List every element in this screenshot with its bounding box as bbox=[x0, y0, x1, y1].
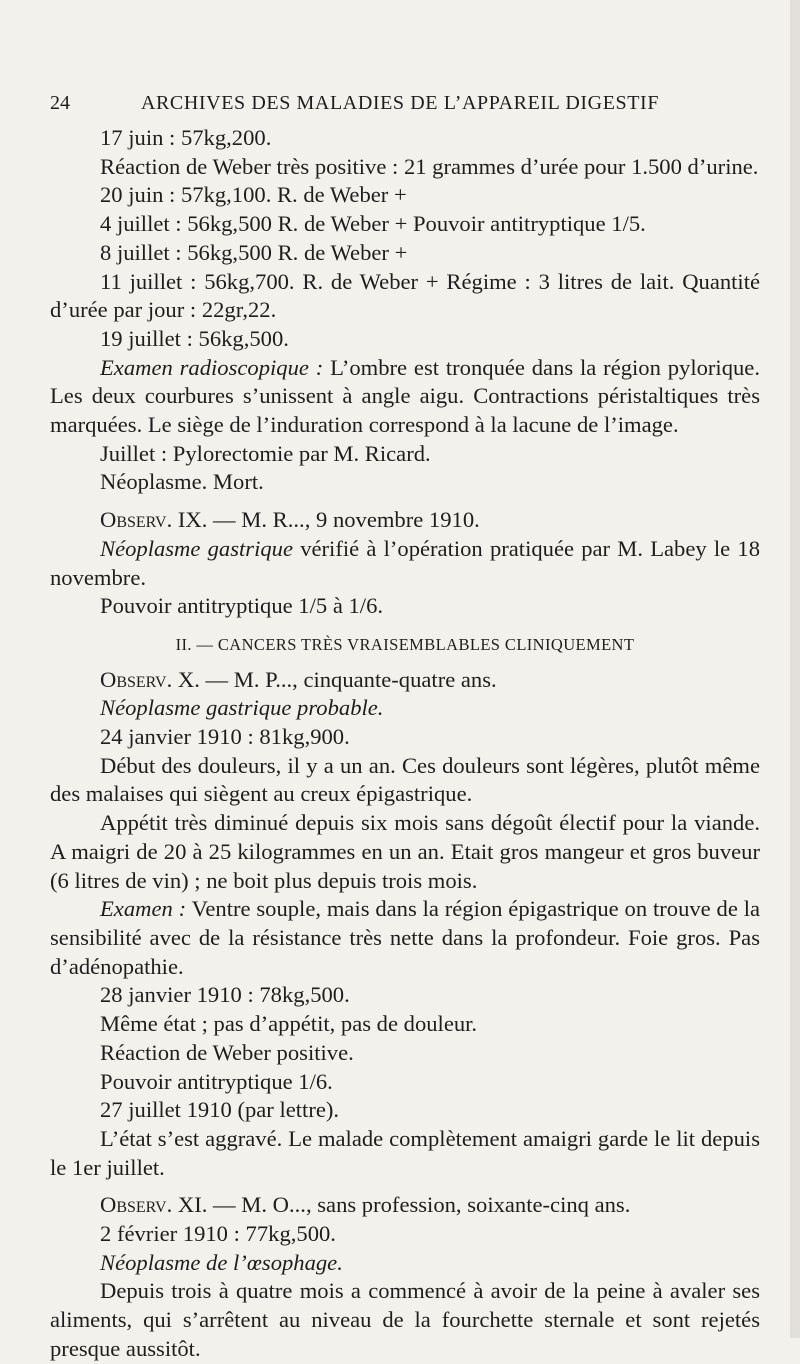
radioscopy-paragraph: Examen radioscopique : L’ombre est tronquée dans la région pylorique. Les deux courbures s’unissent à angle aigu. Contractions péristaltiques très marquées. Le siège de l’induration correspond à la lacune de l’image. bbox=[50, 354, 760, 438]
entry-24-janvier: 24 janvier 1910 : 81kg,900. bbox=[100, 724, 350, 750]
appetite-paragraph: Appétit très diminué depuis six mois sans dégoût électif pour la viande. A maigri de 20 à 25 kilogrammes en un an. Etait gros mangeur et gros buveur (6 litres de vin) ; ne boit plus depuis trois mois. bbox=[50, 810, 760, 893]
weber-reaction-paragraph: Réaction de Weber très positive : 21 grammes d’urée pour 1.500 d’urine. bbox=[100, 153, 759, 179]
page-body bbox=[50, 124, 760, 1364]
observ-x-heading: Observ. X. — M. P..., cinquante-quatre ans. bbox=[100, 666, 497, 692]
outcome-line: Néoplasme. Mort. bbox=[100, 469, 264, 495]
pylorectomy-line: Juillet : Pylorectomie par M. Ricard. bbox=[100, 440, 431, 466]
radioscopy-label: Examen radioscopique : bbox=[100, 354, 324, 380]
worsening-paragraph: L’état s’est aggravé. Le malade complètement amaigri garde le lit depuis le 1er juillet. bbox=[50, 1125, 760, 1180]
running-title: ARCHIVES DES MALADIES DE L’APPAREIL DIGESTIF bbox=[140, 92, 660, 114]
state-line: Même état ; pas d’appétit, pas de douleur. bbox=[100, 1011, 478, 1037]
observ-xi-heading: Observ. XI. — M. O..., sans profession, soixante-cinq ans. bbox=[100, 1192, 631, 1218]
observ-ix-diagnosis: Néoplasme gastrique vérifié à l’opération pratiquée par M. Labey le 18 novembre. bbox=[50, 535, 760, 590]
entry-2-fevrier: 2 février 1910 : 77kg,500. bbox=[100, 1221, 336, 1247]
observ-ix-antitryptic: Pouvoir antitryptique 1/5 à 1/6. bbox=[100, 593, 384, 619]
entry-27-juillet: 27 juillet 1910 (par lettre). bbox=[100, 1097, 340, 1123]
entry-8-juillet: 8 juillet : 56kg,500 R. de Weber + bbox=[100, 239, 408, 265]
antitryptic-line: Pouvoir antitryptique 1/6. bbox=[100, 1068, 333, 1094]
observ-xi-diagnosis: Néoplasme de l’œsophage. bbox=[100, 1249, 343, 1275]
observ-x-diagnosis: Néoplasme gastrique probable. bbox=[100, 695, 384, 721]
page-edge bbox=[790, 0, 800, 1338]
section-heading: II. — CANCERS TRÈS VRAISEMBLABLES CLINIQUEMENT bbox=[175, 634, 635, 654]
entry-20-juin: 20 juin : 57kg,100. R. de Weber + bbox=[100, 182, 407, 208]
entry-11-juillet: 11 juillet : 56kg,700. R. de Weber + Régime : 3 litres de lait. Quantité d’urée par jour : 22gr,22. bbox=[50, 268, 760, 323]
entry-19-juillet: 19 juillet : 56kg,500. bbox=[100, 325, 289, 351]
page-number: 24 bbox=[50, 92, 70, 114]
entry-28-janvier: 28 janvier 1910 : 78kg,500. bbox=[100, 982, 350, 1008]
running-header bbox=[50, 92, 750, 120]
exam-paragraph: Examen : Ventre souple, mais dans la région épigastrique on trouve de la sensibilité avec de la résistance très nette dans la profondeur. Foie gros. Pas d’adénopathie. bbox=[50, 896, 760, 979]
weber-positive-line: Réaction de Weber positive. bbox=[100, 1039, 354, 1065]
observ-ix-heading: Observ. IX. — M. R..., 9 novembre 1910. bbox=[100, 507, 480, 533]
entry-17-juin: 17 juin : 57kg,200. bbox=[100, 125, 272, 150]
pain-paragraph: Début des douleurs, il y a un an. Ces douleurs sont légères, plutôt même des malaises qui siègent au creux épigastrique. bbox=[50, 752, 760, 807]
dysphagia-paragraph: Depuis trois à quatre mois a commencé à avoir de la peine à avaler ses aliments, qui s’arrêtent au niveau de la fourchette sternale et sont rejetés presque aussitôt. bbox=[50, 1278, 760, 1361]
entry-4-juillet: 4 juillet : 56kg,500 R. de Weber + Pouvoir antitryptique 1/5. bbox=[100, 211, 646, 237]
